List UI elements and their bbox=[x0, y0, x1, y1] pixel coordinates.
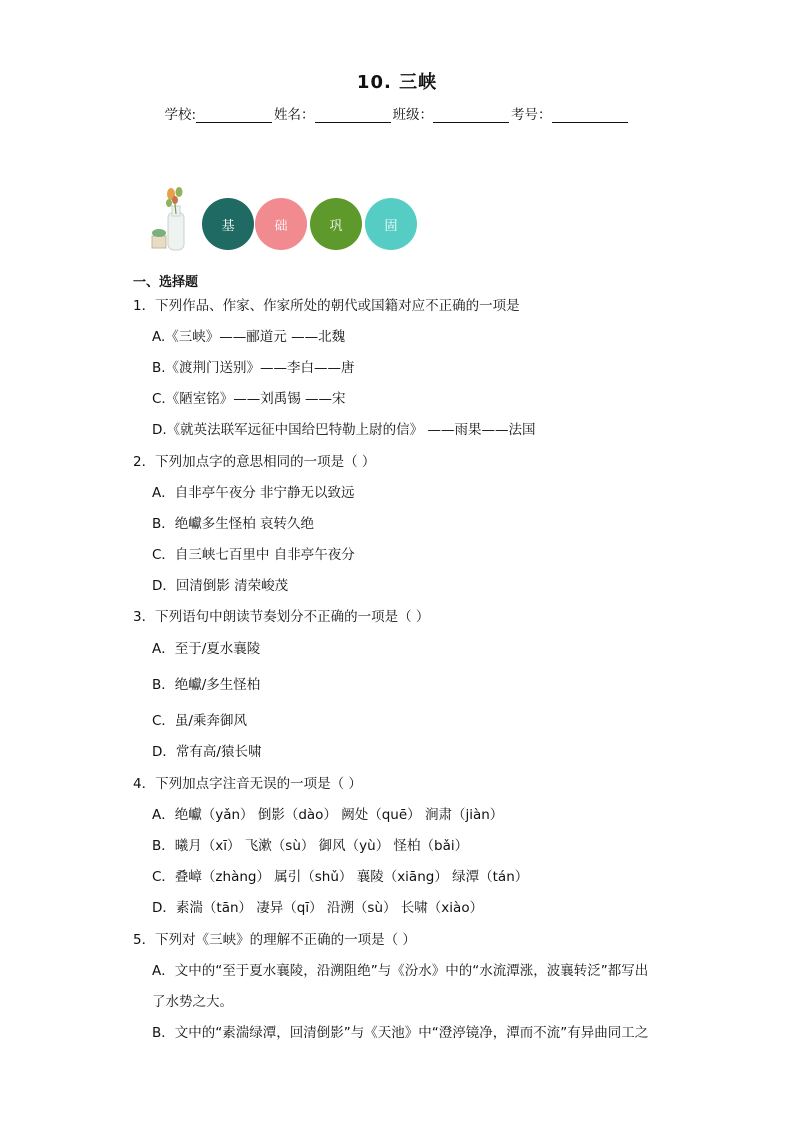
question-option: B．绝巘/多生怪柏 bbox=[152, 677, 261, 693]
class-blank[interactable] bbox=[433, 108, 509, 123]
section-title: 一、选择题 bbox=[133, 275, 199, 290]
question-option: C．虽/乘奔御风 bbox=[152, 713, 247, 729]
question-stem: 2．下列加点字的意思相同的一项是（ ） bbox=[133, 454, 376, 470]
question-option: A．自非亭午夜分 非宁静无以致远 bbox=[152, 485, 355, 501]
name-field bbox=[274, 103, 393, 123]
name-blank[interactable] bbox=[315, 108, 391, 123]
question-option: C.《陋室铭》——刘禹锡 ——宋 bbox=[152, 391, 346, 407]
school-label: 学校: bbox=[164, 107, 197, 123]
question-option: B．文中的“素湍绿潭，回清倒影”与《天池》中“澄渟镜净，潭而不流”有异曲同工之 bbox=[152, 1025, 649, 1041]
banner-char-2: 础 bbox=[274, 218, 288, 234]
class-field bbox=[393, 103, 512, 123]
page-title: 10. 三峡 bbox=[356, 72, 438, 93]
question-option: C．叠嶂（zhàng） 属引（shǔ） 襄陵（xiāng） 绿潭（tán） bbox=[152, 869, 529, 885]
question-option: D．回清倒影 清荣峻茂 bbox=[152, 578, 289, 594]
banner-char-1: 基 bbox=[221, 218, 235, 234]
question-option-continuation: 了水势之大。 bbox=[152, 994, 233, 1010]
exam-number-label: 考号： bbox=[511, 107, 552, 123]
exam-number-blank[interactable] bbox=[552, 108, 628, 123]
student-info-row bbox=[0, 103, 794, 123]
question-option: D.《就英法联军远征中国给巴特勒上尉的信》 ——雨果——法国 bbox=[152, 422, 536, 438]
question-option: A．绝巘（yǎn） 倒影（dào） 阙处（quē） 涧肃（jiàn） bbox=[152, 807, 504, 823]
plant-vase-icon bbox=[146, 186, 196, 252]
question-option: A．文中的“至于夏水襄陵，沿溯阻绝”与《汾水》中的“水流潭涨，波襄转泛”都写出 bbox=[152, 963, 649, 979]
banner-circle-3 bbox=[310, 198, 362, 250]
class-label: 班级： bbox=[392, 107, 434, 123]
question-option: D．常有高/猿长啸 bbox=[152, 744, 262, 760]
school-blank[interactable] bbox=[196, 108, 272, 123]
question-option: B．曦月（xī） 飞漱（sù） 御风（yù） 怪柏（bǎi） bbox=[152, 838, 469, 854]
exam-number-field bbox=[511, 103, 630, 123]
question-option: B．绝巘多生怪柏 哀转久绝 bbox=[152, 516, 315, 532]
question-stem: 1．下列作品、作家、作家所处的朝代或国籍对应不正确的一项是 bbox=[133, 298, 520, 314]
section-banner bbox=[146, 186, 426, 252]
question-option: B.《渡荆门送别》——李白——唐 bbox=[152, 360, 355, 376]
banner-circle-4 bbox=[365, 198, 417, 250]
banner-char-3: 巩 bbox=[329, 218, 343, 234]
banner-circle-2 bbox=[255, 198, 307, 250]
question-stem: 3．下列语句中朗读节奏划分不正确的一项是（ ） bbox=[133, 609, 430, 625]
name-label: 姓名： bbox=[274, 107, 315, 123]
banner-char-4: 固 bbox=[384, 218, 398, 234]
question-stem: 4．下列加点字注音无误的一项是（ ） bbox=[133, 776, 362, 792]
school-field bbox=[164, 103, 274, 123]
question-option: A．至于/夏水襄陵 bbox=[152, 641, 261, 657]
question-option: D．素湍（tān） 凄异（qī） 沿溯（sù） 长啸（xiào） bbox=[152, 900, 484, 916]
banner-circle-1 bbox=[202, 198, 254, 250]
question-stem: 5．下列对《三峡》的理解不正确的一项是（ ） bbox=[133, 932, 416, 948]
question-option: A.《三峡》——郦道元 ——北魏 bbox=[152, 329, 346, 345]
question-option: C．自三峡七百里中 自非亭午夜分 bbox=[152, 547, 355, 563]
